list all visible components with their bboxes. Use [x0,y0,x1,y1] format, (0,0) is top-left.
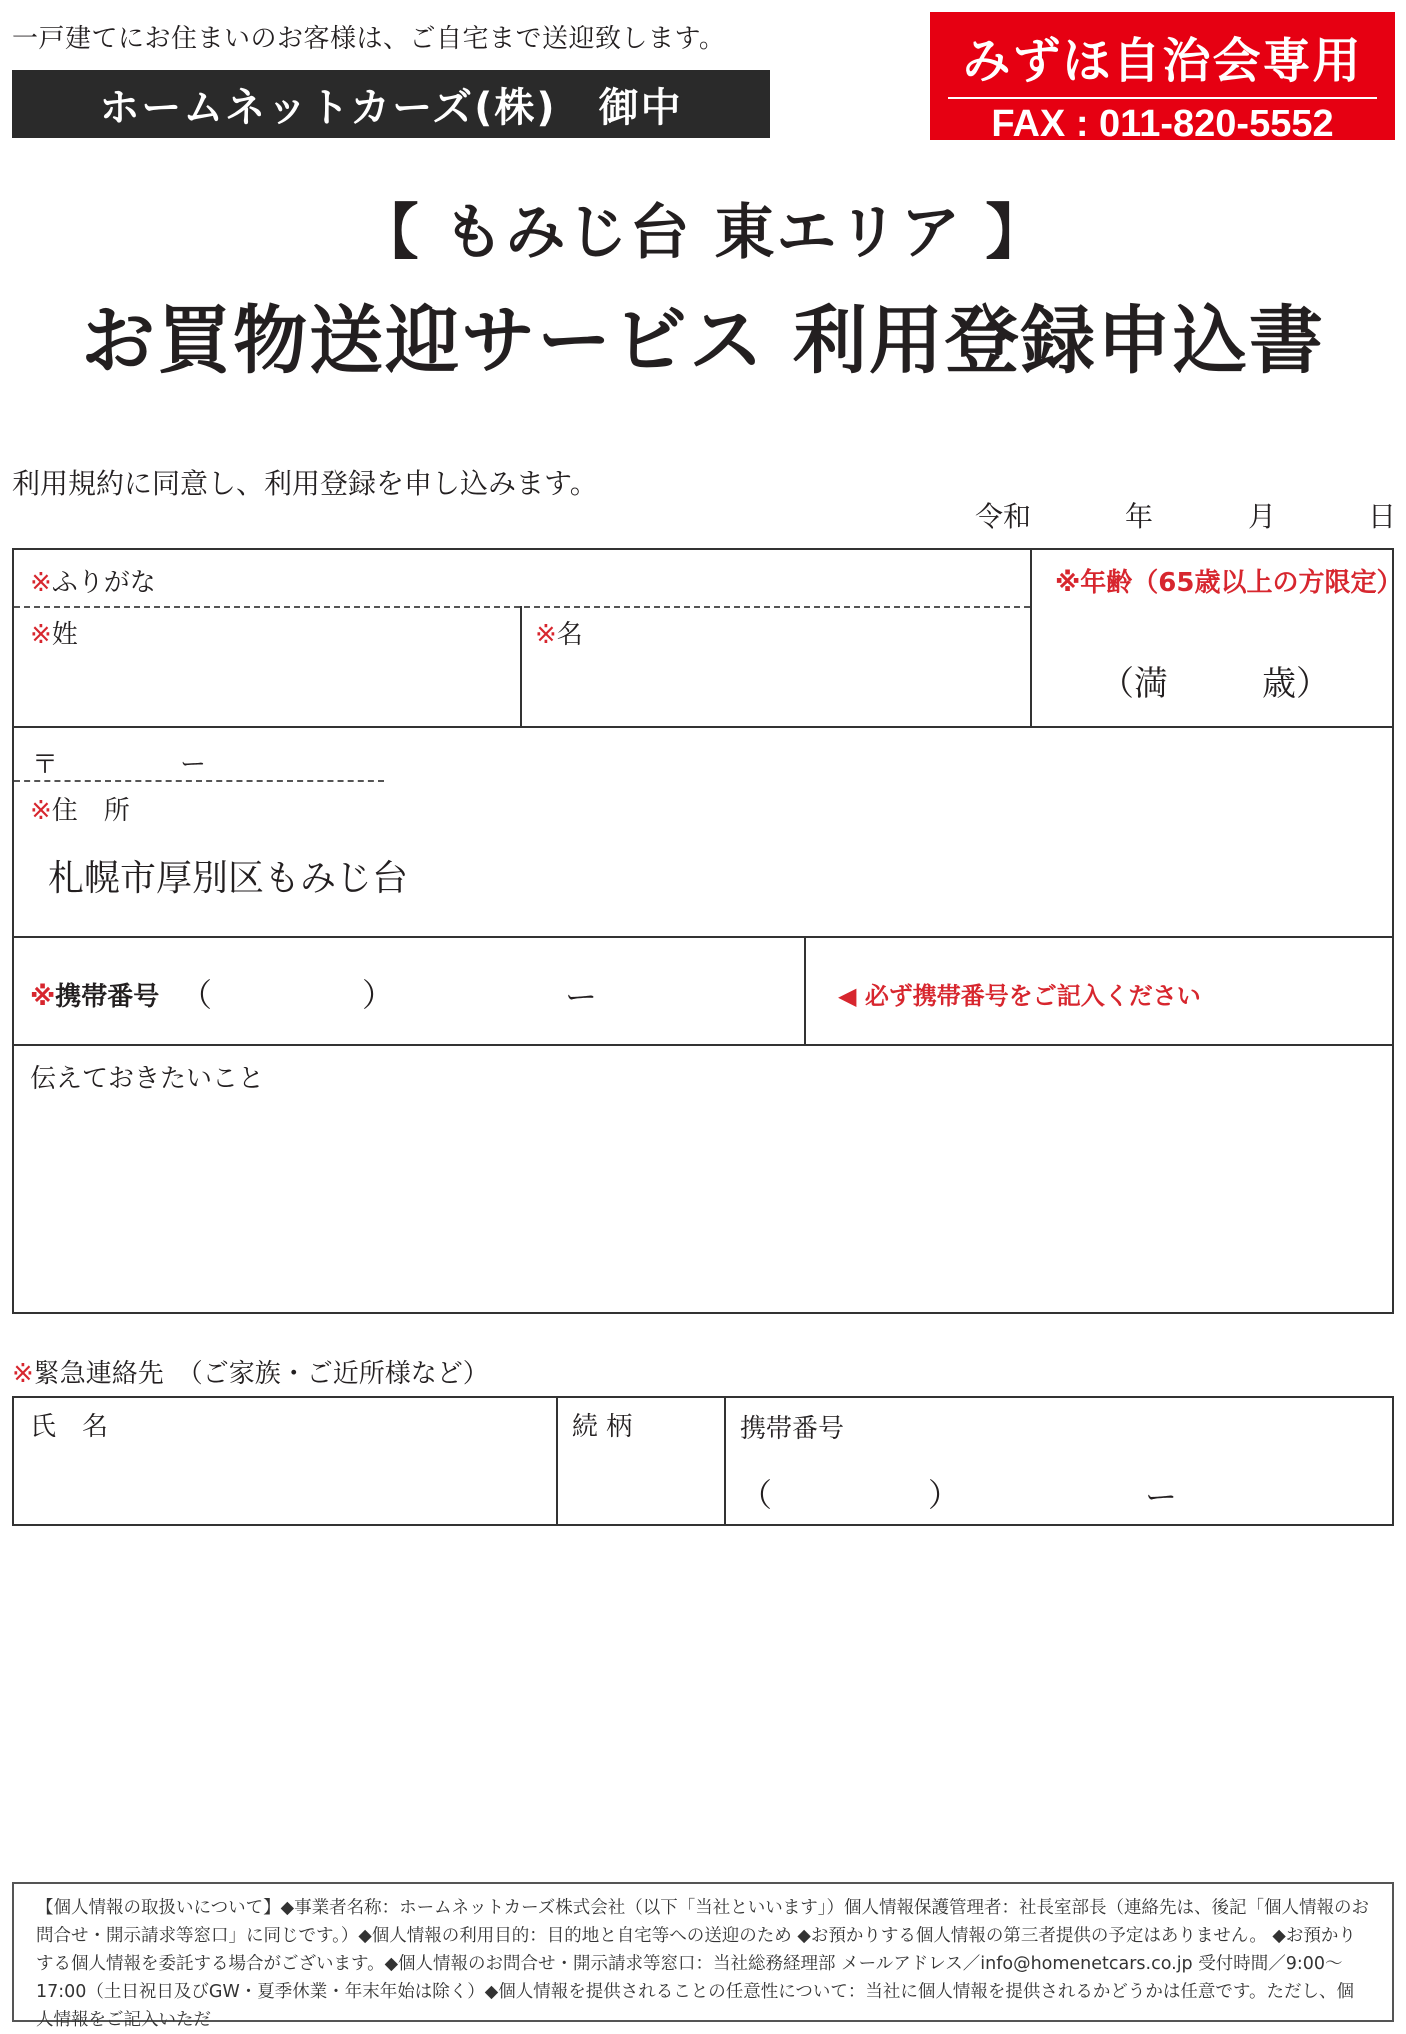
fax-number: FAX : 011-820-5552 [991,103,1334,145]
area-title: 【 もみじ台 東エリア 】 [358,198,1048,268]
postal-dash: ー [180,750,207,780]
divider [804,936,806,1046]
age-close: 歳） [1262,664,1330,704]
age-open: （満 [1100,664,1168,704]
address-field[interactable] [400,845,1380,905]
divider [1030,548,1032,728]
postal-code-second[interactable] [215,742,375,774]
mobile-open: （ [180,976,213,1014]
furigana-label: ※ふりがな [30,568,156,598]
message-field[interactable] [30,1100,1370,1300]
emergency-relation-label: 続 柄 [572,1412,633,1442]
dashed-divider [14,606,1030,608]
agreement-statement: 利用規約に同意し、利用登録を申し込みます。 [12,467,598,500]
emergency-mobile-middle[interactable] [975,1466,1135,1510]
mobile-area-code[interactable] [215,968,355,1012]
surname-field[interactable] [40,650,510,720]
emergency-heading: ※緊急連絡先 （ご家族・ご近所様など） [12,1359,489,1389]
exclusive-title: みずほ自治会専用 [962,33,1363,89]
given-name-label: ※名 [535,620,583,650]
emergency-mobile-open: （ [740,1476,773,1514]
mobile-dash: ー [565,978,598,1016]
divider [948,97,1377,99]
page-title: お買物送迎サービス 利用登録申込書 [81,298,1325,384]
divider [724,1396,726,1526]
recipient-bar: ホームネットカーズ(株) 御中 [12,70,770,138]
date-year: 年 [1125,500,1154,533]
emergency-name-label: 氏 名 [30,1412,109,1442]
emergency-mobile-dash: ー [1145,1478,1178,1516]
postal-code-first[interactable] [70,742,170,774]
mobile-note: ◀ 必ず携帯番号をご記入ください [838,982,1201,1010]
address-value: 札幌市厚別区もみじ台 [48,858,409,899]
furigana-field[interactable] [60,580,1020,602]
divider [556,1396,558,1526]
emergency-mobile-area[interactable] [780,1466,920,1510]
age-label: ※年齢（65歳以上の方限定） [1055,568,1403,598]
exclusive-box [930,12,1395,145]
divider [520,606,522,728]
mobile-label: ※携帯番号 [30,982,160,1012]
address-label: ※住 所 [30,796,130,826]
date-month: 月 [1248,500,1277,533]
emergency-mobile-label: 携帯番号 [740,1414,845,1444]
mobile-last[interactable] [610,968,790,1012]
date-day: 日 [1368,500,1397,533]
emergency-relation-field[interactable] [566,1445,716,1515]
emergency-mobile-last[interactable] [1195,1466,1380,1510]
emergency-name-field[interactable] [30,1445,545,1515]
date-era: 令和 [975,500,1032,533]
mobile-close: ） [362,976,395,1014]
surname-label: ※姓 [30,620,78,650]
mobile-middle[interactable] [400,968,550,1012]
arrow-left-icon: ◀ [838,982,865,1010]
message-label: 伝えておきたいこと [30,1064,265,1094]
given-name-field[interactable] [540,650,1020,720]
privacy-notice: 【個人情報の取扱いについて】◆事業者名称：ホームネットカーズ株式会社（以下「当社といいます」）個人情報保護管理者：社長室部長（連絡先は、後記「個人情報のお問合せ・開示請求等窓口」に同じです。）◆個人情報の利用目的：目的地と自宅等への送迎のため ◆お預かりする個人情報の第三者提供の予定はありません。 ◆お預かりする個人情報を委託する場合がございます。◆個人情報のお問合せ・開示請求等窓口：当社総務経理部 メールアドレス／info@homenetcars.co.jp 受付時間／9:00〜17:00（土日祝日及びGW・夏季休業・年末年始は除く）◆個人情報を提供されることの任意性について：当社に個人情報を提供されるかどうかは任意です。ただし、個人情報をご記入いただ [12,1882,1394,2022]
service-notice: 一戸建てにお住まいのお客様は、ご自宅まで送迎致します。 [12,24,726,54]
postal-mark: 〒 [32,750,59,780]
emergency-mobile-close: ） [928,1476,961,1514]
dashed-divider [14,780,384,782]
age-field[interactable] [1150,650,1250,694]
